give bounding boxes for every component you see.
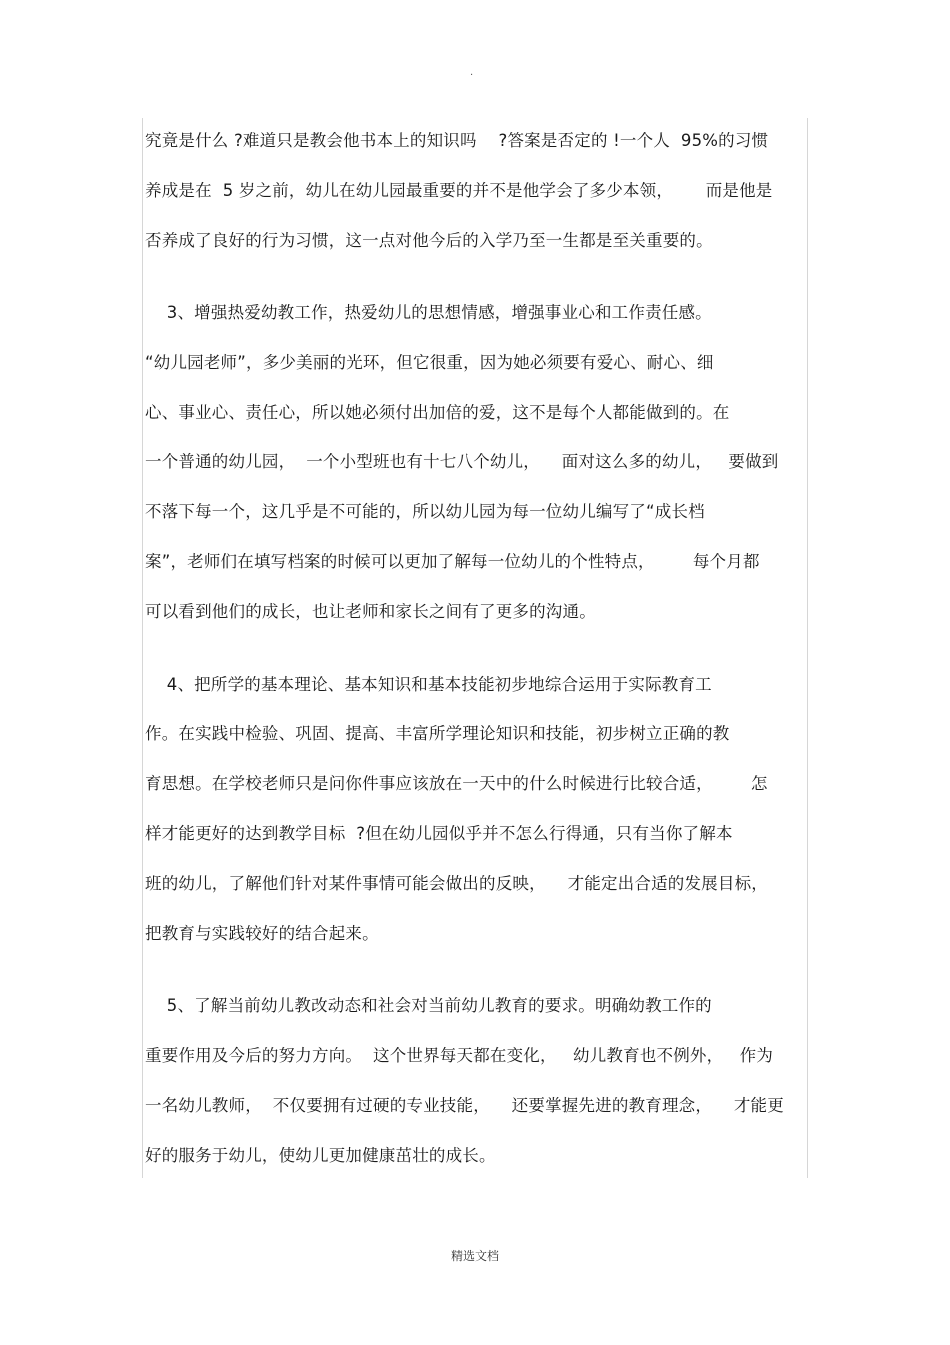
text-line: 好的服务于幼儿，使幼儿更加健康茁壮的成长。 xyxy=(145,1146,496,1165)
text-line: 重要作用及今后的努力方向。 这个世界每天都在变化， 幼儿教育也不例外， 作为 xyxy=(145,1046,774,1065)
text-line: 样才能更好的达到教学目标 ?但在幼儿园似乎并不怎么行得通，只有当你了解本 xyxy=(145,824,733,843)
text-line: “幼儿园老师”，多少美丽的光环，但它很重，因为她必须要有爱心、耐心、细 xyxy=(145,353,714,372)
text-line: 一个普通的幼儿园， 一个小型班也有十七八个幼儿， 面对这么多的幼儿， 要做到 xyxy=(145,452,779,471)
content-frame xyxy=(142,118,808,1178)
text-line: 5、了解当前幼儿教改动态和社会对当前幼儿教育的要求。明确幼教工作的 xyxy=(145,996,712,1015)
text-line: 心、事业心、责任心，所以她必须付出加倍的爱，这不是每个人都能做到的。在 xyxy=(145,403,730,422)
text-line: 可以看到他们的成长，也让老师和家长之间有了更多的沟通。 xyxy=(145,602,596,621)
text-line: 否养成了良好的行为习惯，这一点对他今后的入学乃至一生都是至关重要的。 xyxy=(145,231,713,250)
text-line: 育思想。在学校老师只是问你件事应该放在一天中的什么时候进行比较合适， 怎 xyxy=(145,774,768,793)
text-line: 案”，老师们在填写档案的时候可以更加了解每一位幼儿的个性特点， 每个月都 xyxy=(145,552,760,571)
text-line: 把教育与实践较好的结合起来。 xyxy=(145,924,379,943)
text-line: 养成是在 5 岁之前，幼儿在幼儿园最重要的并不是他学会了多少本领， 而是他是 xyxy=(145,181,773,200)
text-line: 究竟是什么 ?难道只是教会他书本上的知识吗 ?答案是否定的 !一个人 95%的习惯 xyxy=(145,131,769,150)
text-line: 4、把所学的基本理论、基本知识和基本技能初步地综合运用于实际教育工 xyxy=(145,675,712,694)
page-footer: 精选文档 xyxy=(450,1249,499,1263)
text-line: 不落下每一个，这几乎是不可能的，所以幼儿园为每一位幼儿编写了“成长档 xyxy=(145,502,705,521)
text-line: 一名幼儿教师， 不仅要拥有过硬的专业技能， 还要掌握先进的教育理念， 才能更 xyxy=(145,1096,784,1115)
text-line: 3、增强热爱幼教工作，热爱幼儿的思想情感，增强事业心和工作责任感。 xyxy=(145,303,712,322)
header-dot: · xyxy=(470,70,474,81)
text-line: 作。在实践中检验、巩固、提高、丰富所学理论知识和技能，初步树立正确的教 xyxy=(145,724,730,743)
text-line: 班的幼儿，了解他们针对某件事情可能会做出的反映， 才能定出合适的发展目标， xyxy=(145,874,768,893)
